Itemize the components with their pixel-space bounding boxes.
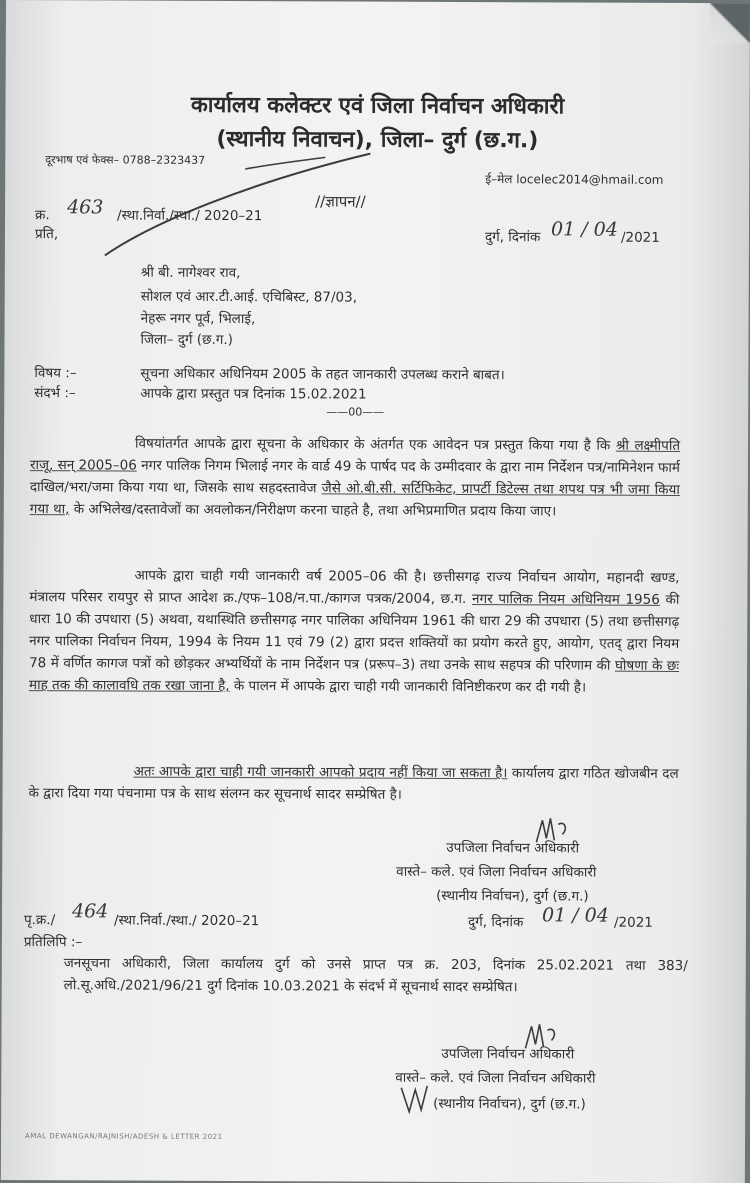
prati-label: प्रति, xyxy=(34,226,59,243)
addressee-line4: जिला– दुर्ग (छ.ग.) xyxy=(140,331,234,348)
copy-ref-rest: /स्था.निर्वा./स्था./ 2020–21 xyxy=(113,912,260,930)
addressee-name: श्री बी. नागेश्वर राव, xyxy=(140,264,241,282)
body-paragraph-2: आपके द्वारा चाही गयी जानकारी वर्ष 2005–06 की है। छत्तीसगढ़ राज्य निर्वाचन आयोग, महानदी खण्ड, मंत्रालय परिसर रायपुर से प्राप्त आदेश क्र./एफ–108/न.पा./कागज पत्रक/2004, छ.ग. नगर पालिक नियम अधिनियम 1956 की धारा 10 की उपधारा (5) अथवा, यथास्थिति छत्तीसगढ़ नगर पालिका अधिनियम 1961 की धारा 29 की उपधारा (5) तथा छत्तीसगढ़ नगर पालिका निर्वाचन नियम, 1994 के नियम 11 एवं 79 (2) द्वारा प्रदत्त शक्तियों का प्रयोग करते हुए, आयोग, एतद् द्वारा नियम 78 में वर्णित कागज पत्रों को छोड़कर अभ्यर्थियों के नाम निर्देशन पत्र (प्ररूप–3) तथा उनके साथ सहपत्र की परिणाम की घोषणा के छः माह तक की कालावधि तक रखा जाना है, के पालन में आपके द्वारा चाही गयी जानकारी विनिष्टीकरण कर दी गयी है। xyxy=(28,567,680,696)
subject-label: विषय :– xyxy=(34,365,77,382)
signature-scribble-3 xyxy=(397,1082,437,1118)
underlined-documents: जैसे ओ.बी.सी. सर्टिफिकेट, प्रापर्टी डिटेल्स तथा शपथ पत्र भी जमा किया गया था, xyxy=(29,480,680,518)
copy-ref-label: पृ.क्र./ xyxy=(23,912,56,929)
ref-number-handwritten: 463 xyxy=(67,196,104,219)
signatory-office: (स्थानीय निर्वाचन), दुर्ग (छ.ग.) xyxy=(436,887,589,905)
footer-file-path: AMAL DEWANGAN/RAJNISH/ADESH & LETTER 2021 xyxy=(25,1132,223,1141)
signatory2-office: (स्थानीय निर्वाचन), दुर्ग (छ.ग.) xyxy=(433,1095,586,1113)
body-paragraph-1: विषयांतर्गत आपके द्वारा सूचना के अधिकार के अंतर्गत एक आवेदन पत्र प्रस्तुत किया गया है कि श्री लक्ष्मीपति राजू, सन् 2005–06 नगर पालिक निगम भिलाई नगर के वार्ड 49 के पार्षद पद के उम्मीदवार के द्वारा नाम निर्देशन पत्र/नामिनेशन फार्म दाखिल/भरा/जमा किया गया था, जिसके साथ सहदस्तावेज जैसे ओ.बी.सी. सर्टिफिकेट, प्रापर्टी डिटेल्स तथा शपथ पत्र भी जमा किया गया था, के अभिलेख/दस्तावेजों का अवलोकन/निरीक्षण करना चाहते है, तथा अभिप्रमाणित प्रदाय किया जाए। xyxy=(29,435,681,520)
addressee-line3: नेहरू नगर पूर्व, भिलाई, xyxy=(140,310,256,328)
signatory2-on-behalf: वास्ते– कले. एवं जिला निर्वाचन अधिकारी xyxy=(395,1069,596,1087)
date-year: /2021 xyxy=(620,229,660,246)
signature-date-year: /2021 xyxy=(613,914,653,931)
underlined-conclusion: अतः आपके द्वारा चाही गयी जानकारी आपको प्रदाय नहीं किया जा सकता है। xyxy=(133,763,508,782)
reference-label: संदर्भ :– xyxy=(34,385,76,402)
signatory-on-behalf: वास्ते– कले. एवं जिला निर्वाचन अधिकारी xyxy=(396,863,597,881)
office-title: कार्यालय कलेक्टर एवं जिला निर्वाचन अधिकारी xyxy=(190,92,565,120)
signature-date-handwritten: 01 / 04 xyxy=(541,904,609,927)
body-paragraph-3: अतः आपके द्वारा चाही गयी जानकारी आपको प्रदाय नहीं किया जा सकता है। कार्यालय द्वारा गठित खोजबीन दल के द्वारा दिया गया पंचनामा पत्र के साथ संलग्न कर सूचनार्थ सादर सम्प्रेषित है। xyxy=(28,763,679,803)
addressee-line2: सोशल एवं आर.टी.आई. एचिबिस्ट, 87/03, xyxy=(140,288,358,306)
date-handwritten: 01 / 04 xyxy=(550,218,618,241)
gyapan-heading: //ज्ञापन// xyxy=(315,192,366,211)
underlined-act: नगर पालिक नियम अधिनियम 1956 xyxy=(471,591,660,608)
email: ई–मेल locelec2014@hmail.com xyxy=(485,172,664,187)
date-place: दुर्ग, दिनांक xyxy=(484,229,541,246)
copy-label: प्रतिलिपि :– xyxy=(23,934,83,951)
underlined-name: श्री लक्ष्मीपति राजू, सन् 2005–06 xyxy=(29,437,681,474)
ref-number-rest: /स्था.निर्वा./स्था./ 2020–21 xyxy=(117,207,263,225)
underlined-period: घोषणा के छः माह तक की कालावधि तक रखा जाना है, xyxy=(28,657,680,694)
subject-text: सूचना अधिकार अधिनियम 2005 के तहत जानकारी उपलब्ध कराने बाबत। xyxy=(140,365,505,384)
separator: ——00—— xyxy=(326,405,385,419)
ref-number-label: क्र. xyxy=(35,207,50,224)
signature-date-place: दुर्ग, दिनांक xyxy=(467,914,524,931)
phone-fax: दूरभाष एवं फेक्स– 0788–2323437 xyxy=(45,153,206,167)
signatory-designation: उपजिला निर्वाचन अधिकारी xyxy=(446,839,580,857)
document-page xyxy=(1,0,750,1183)
signatory2-designation: उपजिला निर्वाचन अधिकारी xyxy=(441,1045,575,1063)
office-subtitle: (स्थानीय निवाचन), जिला– दुर्ग (छ.ग.) xyxy=(216,126,539,154)
copy-ref-handwritten: 464 xyxy=(71,900,109,923)
reference-text: आपके द्वारा प्रस्तुत पत्र दिनांक 15.02.2021 xyxy=(140,385,367,403)
folded-corner xyxy=(710,3,750,43)
copy-text: जनसूचना अधिकारी, जिला कार्यालय दुर्ग को उनसे प्राप्त पत्र क्र. 203, दिनांक 25.02.2021 तथा 383/लो.सू.अधि./2021/96/21 दुर्ग दिनांक 10.03.2021 के संदर्भ में सूचनार्थ सादर सम्प्रेषित। xyxy=(63,955,688,996)
pen-stroke xyxy=(95,150,375,261)
